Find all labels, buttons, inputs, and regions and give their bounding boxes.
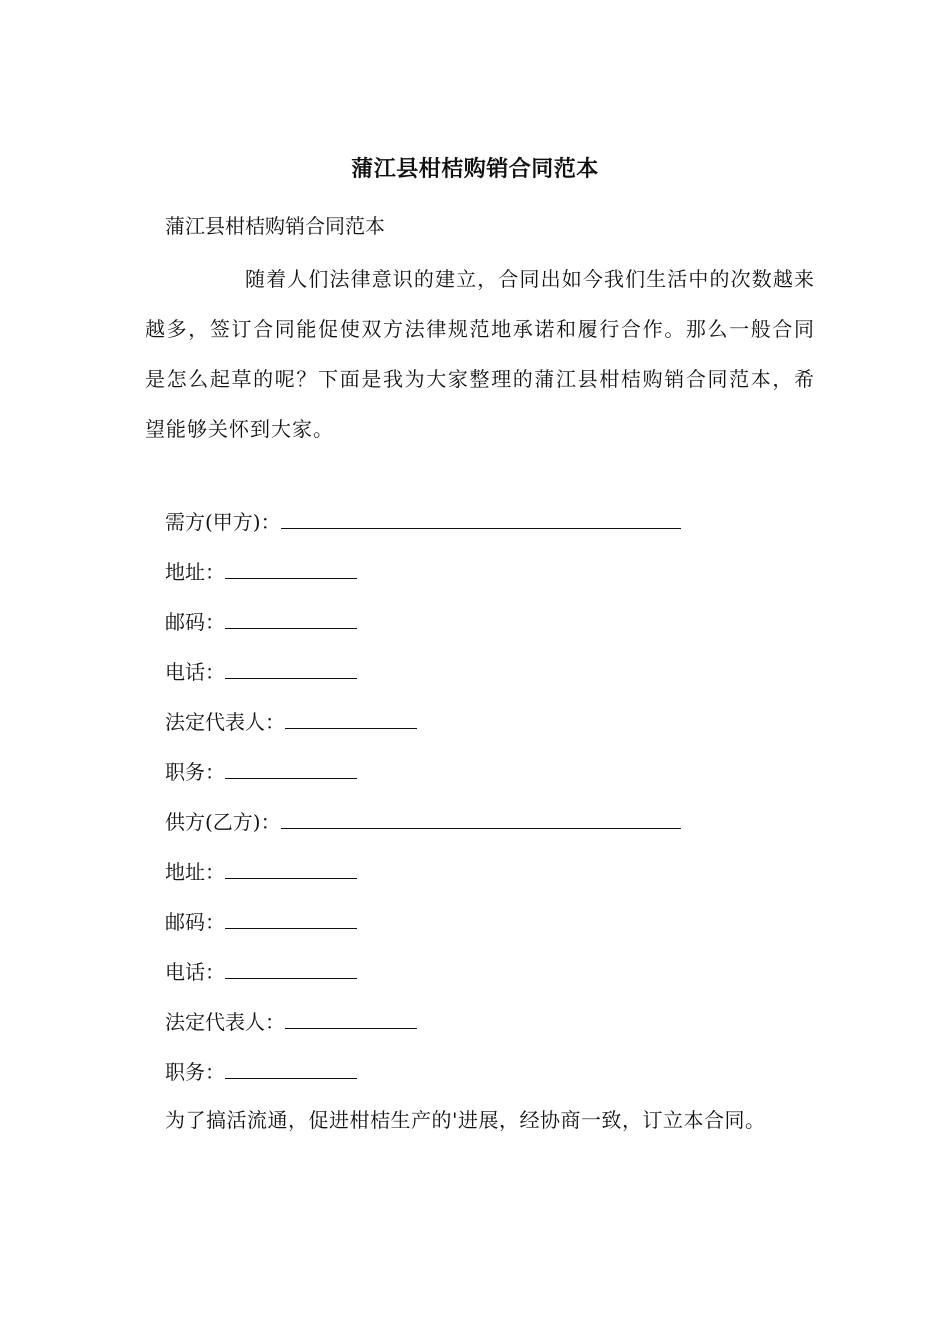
- document-title: 蒲江县柑桔购销合同范本: [351, 157, 599, 182]
- field-seller-postcode: [165, 905, 865, 955]
- field-buyer-phone: [165, 655, 865, 705]
- fill-in-blank[interactable]: [281, 506, 681, 529]
- field-label: 邮码：: [165, 910, 225, 934]
- fill-in-blank[interactable]: [225, 856, 357, 879]
- field-buyer-legal-rep: [165, 705, 865, 755]
- field-buyer: [165, 505, 865, 555]
- field-label: 地址：: [165, 560, 225, 584]
- fill-in-blank[interactable]: [225, 906, 357, 929]
- field-label: 法定代表人：: [165, 710, 285, 734]
- field-buyer-postcode: [165, 605, 865, 655]
- field-seller-legal-rep: [165, 1005, 865, 1055]
- fill-in-blank[interactable]: [225, 556, 357, 579]
- field-label: 需方(甲方)：: [165, 510, 281, 534]
- closing-paragraph: 为了搞活流通，促进柑桔生产的'进展，经协商一致，订立本合同。: [165, 1108, 766, 1132]
- field-label: 电话：: [165, 960, 225, 984]
- field-label: 职务：: [165, 760, 225, 784]
- fill-in-blank[interactable]: [225, 756, 357, 779]
- field-label: 电话：: [165, 660, 225, 684]
- field-label: 供方(乙方)：: [165, 810, 281, 834]
- field-seller: [165, 805, 865, 855]
- field-buyer-address: [165, 555, 865, 605]
- fill-in-blank[interactable]: [225, 656, 357, 679]
- party-fields: [165, 505, 865, 1105]
- document-subtitle: 蒲江县柑桔购销合同范本: [165, 214, 385, 238]
- field-label: 法定代表人：: [165, 1010, 285, 1034]
- fill-in-blank[interactable]: [285, 1006, 417, 1029]
- field-label: 职务：: [165, 1060, 225, 1084]
- fill-in-blank[interactable]: [225, 1056, 357, 1079]
- field-seller-position: [165, 1055, 865, 1105]
- fill-in-blank[interactable]: [225, 606, 357, 629]
- fill-in-blank[interactable]: [225, 956, 357, 979]
- intro-paragraph: 随着人们法律意识的建立，合同出如今我们生活中的次数越来越多，签订合同能促使双方法律规范地承诺和履行合作。那么一般合同是怎么起草的呢？下面是我为大家整理的蒲江县柑桔购销合同范本，希望能够关怀到大家。: [145, 267, 815, 441]
- field-label: 邮码：: [165, 610, 225, 634]
- field-seller-phone: [165, 955, 865, 1005]
- fill-in-blank[interactable]: [285, 706, 417, 729]
- field-label: 地址：: [165, 860, 225, 884]
- field-seller-address: [165, 855, 865, 905]
- fill-in-blank[interactable]: [281, 806, 681, 829]
- field-buyer-position: [165, 755, 865, 805]
